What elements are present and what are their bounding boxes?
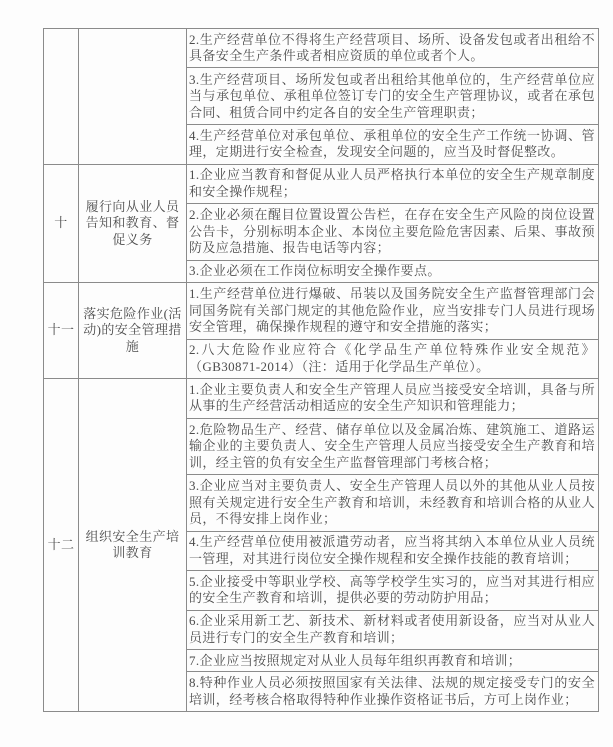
requirement-text: 2.企业必须在醒目位置设置公告栏，在存在安全生产风险的岗位设置公告卡，分别标明本企业、本岗位主要危险危害因素、后果、事故预防及应急措施、报告电话等内容； xyxy=(187,204,599,261)
table-row xyxy=(44,282,599,339)
requirement-text: 1.企业主要负责人和安全生产管理人员应当接受安全培训，具备与所从事的生产经营活动相适应的安全生产知识和管理能力； xyxy=(187,379,599,418)
row-number: 十一 xyxy=(44,282,79,378)
requirement-text: 8.特种作业人员必须按照国家有关法律、法规的规定接受专门的安全培训，经考核合格取得特种作业操作资格证书后，方可上岗作业； xyxy=(187,672,599,712)
table-row xyxy=(44,379,599,418)
row-number: 十二 xyxy=(44,379,79,712)
row-label xyxy=(79,29,187,165)
row-number: 十 xyxy=(44,164,79,282)
requirement-text: 7.企业应当按照规定对从业人员每年组织再教育和培训； xyxy=(187,650,599,672)
requirement-text: 3.企业应当对主要负责人、安全生产管理人员以外的其他从业人员按照有关规定进行安全生产教育和培训，未经教育和培训合格的从业人员，不得安排上岗作业； xyxy=(187,475,599,532)
table-row xyxy=(44,164,599,203)
row-label: 履行向从业人员告知和教育、督促义务 xyxy=(79,164,187,282)
requirement-text: 2.八大危险作业应符合《化学品生产单位特殊作业安全规范》（GB30871-2014）（注：适用于化学品生产单位）。 xyxy=(187,339,599,378)
requirement-text: 5.企业接受中等职业学校、高等学校学生实习的，应当对其进行相应的安全生产教育和培训，提供必要的劳动防护用品； xyxy=(187,571,599,610)
safety-regulations-table xyxy=(43,28,599,712)
requirement-text: 1.生产经营单位进行爆破、吊装以及国务院安全生产监督管理部门会同国务院有关部门规定的其他危险作业，应当安排专门人员进行现场安全管理，确保操作规程的遵守和安全措施的落实； xyxy=(187,282,599,339)
requirement-text: 3.企业必须在工作岗位标明安全操作要点。 xyxy=(187,260,599,282)
row-number xyxy=(44,29,79,165)
requirement-text: 1.企业应当教育和督促从业人员严格执行本单位的安全生产规章制度和安全操作规程； xyxy=(187,164,599,203)
requirement-text: 4.生产经营单位使用被派遣劳动者，应当将其纳入本单位从业人员统一管理，对其进行岗位安全操作规程和安全操作技能的教育培训； xyxy=(187,531,599,570)
requirement-text: 6.企业采用新工艺、新技术、新材料或者使用新设备，应当对从业人员进行专门的安全生产教育和培训； xyxy=(187,610,599,649)
requirement-text: 2.生产经营单位不得将生产经营项目、场所、设备发包或者出租给不具备安全生产条件或者相应资质的单位或者个人。 xyxy=(187,29,599,68)
requirement-text: 4.生产经营单位对承包单位、承租单位的安全生产工作统一协调、管理，定期进行安全检查，发现安全问题的，应当及时督促整改。 xyxy=(187,125,599,164)
requirement-text: 3.生产经营项目、场所发包或者出租给其他单位的，生产经营单位应当与承包单位、承租单位签订专门的安全生产管理协议，或者在承包合同、租赁合同中约定各自的安全生产管理职责； xyxy=(187,68,599,125)
row-label: 落实危险作业(活动)的安全管理措施 xyxy=(79,282,187,378)
requirement-text: 2.危险物品生产、经营、储存单位以及金属冶炼、建筑施工、道路运输企业的主要负责人、安全生产管理人员应当接受安全生产教育和培训，经主管的负有安全生产监督管理部门考核合格； xyxy=(187,418,599,475)
row-label: 组织安全生产培训教育 xyxy=(79,379,187,712)
table-row xyxy=(44,29,599,68)
